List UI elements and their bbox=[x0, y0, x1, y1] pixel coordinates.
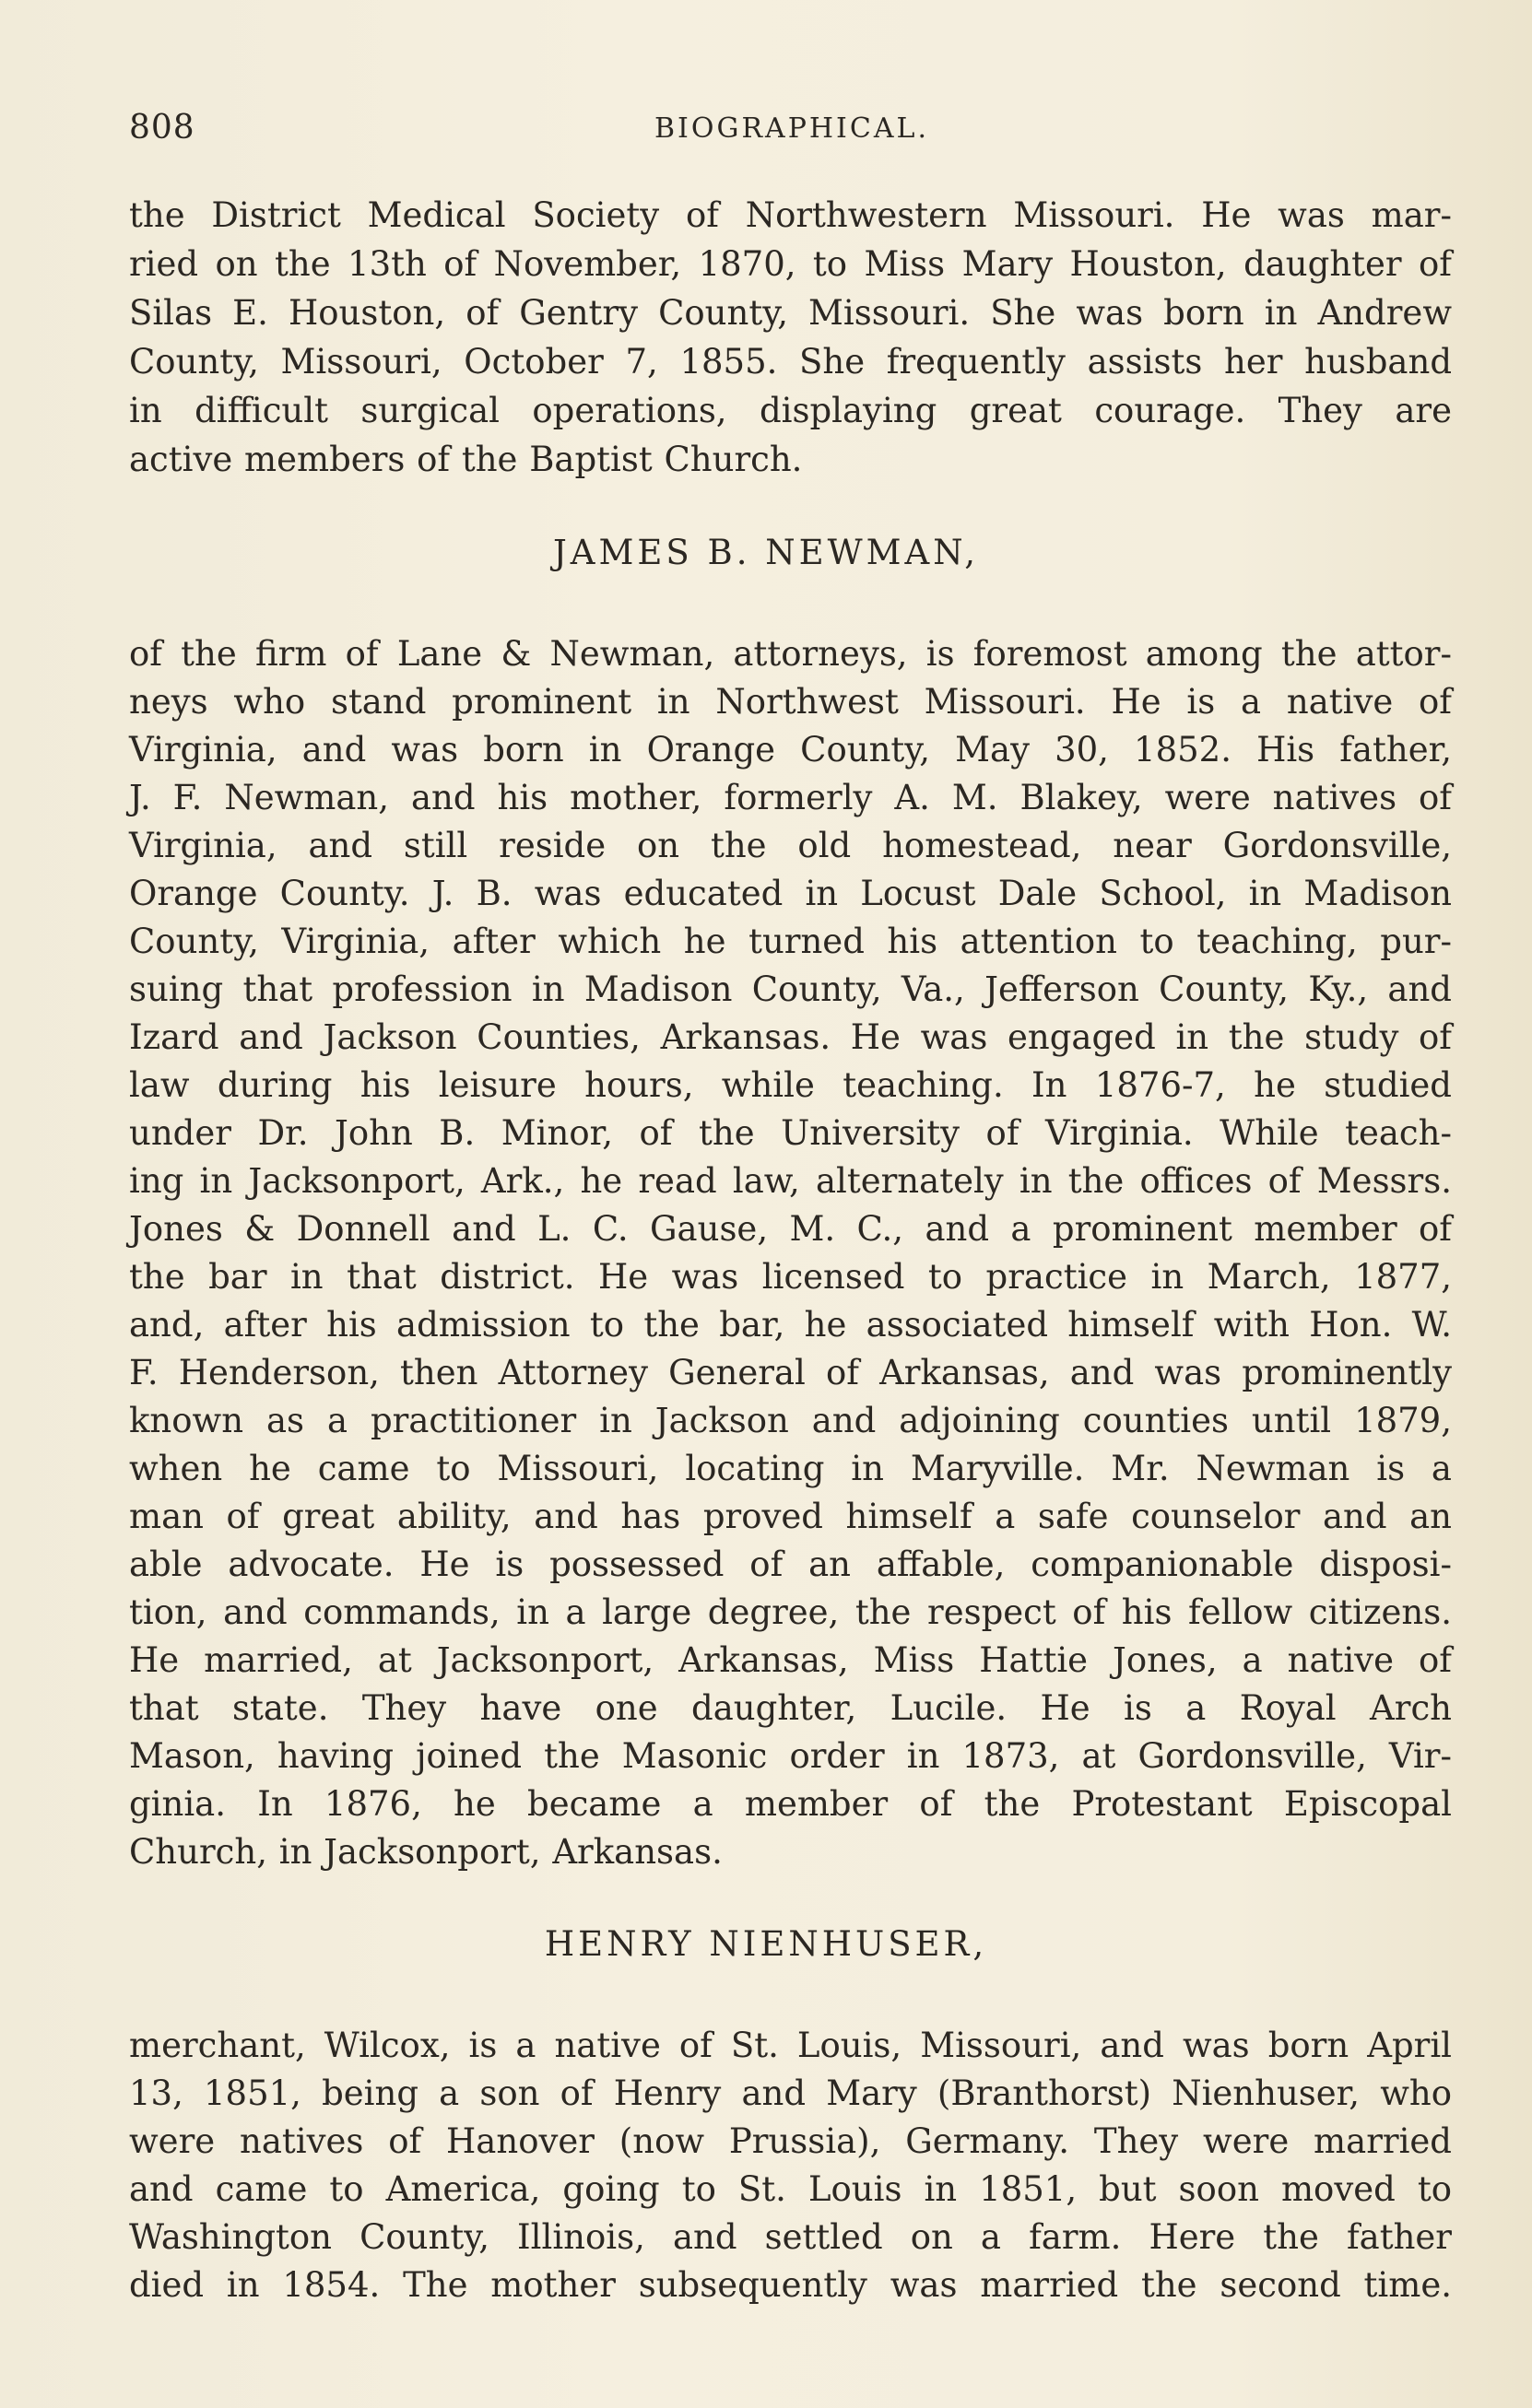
text-line: law during his leisure hours, while teaching. In 1876-7, he studied bbox=[129, 1065, 1452, 1105]
text-line: F. Henderson, then Attorney General of Arkansas, and was prominently bbox=[129, 1353, 1452, 1392]
page-number: 808 bbox=[129, 109, 195, 147]
text-line: were natives of Hanover (now Prussia), Germany. They were married bbox=[129, 2121, 1452, 2161]
text-line: merchant, Wilcox, is a native of St. Louis, Missouri, and was born April bbox=[129, 2026, 1452, 2065]
section-heading-newman: JAMES B. NEWMAN, bbox=[552, 533, 980, 572]
text-line: Mason, having joined the Masonic order in 1873, at Gordonsville, Vir- bbox=[129, 1736, 1452, 1776]
text-line: and, after his admission to the bar, he associated himself with Hon. W. bbox=[129, 1305, 1452, 1345]
text-line: of the firm of Lane & Newman, attorneys, is foremost among the attor- bbox=[129, 634, 1452, 674]
text-line: Silas E. Houston, of Gentry County, Missouri. She was born in Andrew bbox=[129, 293, 1452, 333]
text-line: ried on the 13th of November, 1870, to Miss Mary Houston, daughter of bbox=[129, 244, 1452, 284]
text-line: Virginia, and was born in Orange County, May 30, 1852. His father, bbox=[129, 730, 1452, 769]
text-line: able advocate. He is possessed of an affable, companionable disposi- bbox=[129, 1545, 1452, 1584]
text-line: ginia. In 1876, he became a member of the Protestant Episcopal bbox=[129, 1784, 1452, 1824]
text-line: tion, and commands, in a large degree, the respect of his fellow citizens. bbox=[129, 1592, 1452, 1632]
text-line: 13, 1851, being a son of Henry and Mary (Branthorst) Nienhuser, who bbox=[129, 2073, 1452, 2113]
text-line: under Dr. John B. Minor, of the University of Virginia. While teach- bbox=[129, 1113, 1452, 1153]
text-line: J. F. Newman, and his mother, formerly A. M. Blakey, were natives of bbox=[129, 778, 1452, 817]
text-line: County, Missouri, October 7, 1855. She frequently assists her husband bbox=[129, 342, 1452, 382]
text-line: County, Virginia, after which he turned his attention to teaching, pur- bbox=[129, 922, 1452, 961]
page-header bbox=[129, 109, 1452, 155]
text-line: in difficult surgical operations, displaying great courage. They are bbox=[129, 391, 1452, 430]
text-line: active members of the Baptist Church. bbox=[129, 440, 803, 479]
text-line: He married, at Jacksonport, Arkansas, Miss Hattie Jones, a native of bbox=[129, 1640, 1452, 1680]
text-line: known as a practitioner in Jackson and adjoining counties until 1879, bbox=[129, 1401, 1452, 1440]
text-line: Jones & Donnell and L. C. Gause, M. C., and a prominent member of bbox=[129, 1209, 1452, 1249]
text-line: the District Medical Society of Northwestern Missouri. He was mar- bbox=[129, 195, 1452, 235]
text-line: man of great ability, and has proved himself a safe counselor and an bbox=[129, 1497, 1452, 1536]
text-line: when he came to Missouri, locating in Maryville. Mr. Newman is a bbox=[129, 1449, 1452, 1488]
running-head: BIOGRAPHICAL. bbox=[654, 112, 929, 145]
text-line: and came to America, going to St. Louis in 1851, but soon moved to bbox=[129, 2169, 1452, 2209]
text-line: neys who stand prominent in Northwest Missouri. He is a native of bbox=[129, 682, 1452, 722]
text-line: the bar in that district. He was licensed to practice in March, 1877, bbox=[129, 1257, 1452, 1297]
text-line: Virginia, and still reside on the old homestead, near Gordonsville, bbox=[129, 826, 1452, 865]
text-line: died in 1854. The mother subsequently was married the second time. bbox=[129, 2265, 1452, 2305]
text-line: suing that profession in Madison County, Va., Jefferson County, Ky., and bbox=[129, 969, 1452, 1009]
text-line: Washington County, Illinois, and settled on a farm. Here the father bbox=[129, 2217, 1452, 2257]
section-heading-nienhuser: HENRY NIENHUSER, bbox=[544, 1924, 988, 1964]
text-line: Orange County. J. B. was educated in Locust Dale School, in Madison bbox=[129, 874, 1452, 913]
text-line: Izard and Jackson Counties, Arkansas. He was engaged in the study of bbox=[129, 1017, 1452, 1057]
text-line: ing in Jacksonport, Ark., he read law, alternately in the offices of Messrs. bbox=[129, 1161, 1452, 1201]
text-line: Church, in Jacksonport, Arkansas. bbox=[129, 1832, 723, 1872]
text-line: that state. They have one daughter, Lucile. He is a Royal Arch bbox=[129, 1688, 1452, 1728]
